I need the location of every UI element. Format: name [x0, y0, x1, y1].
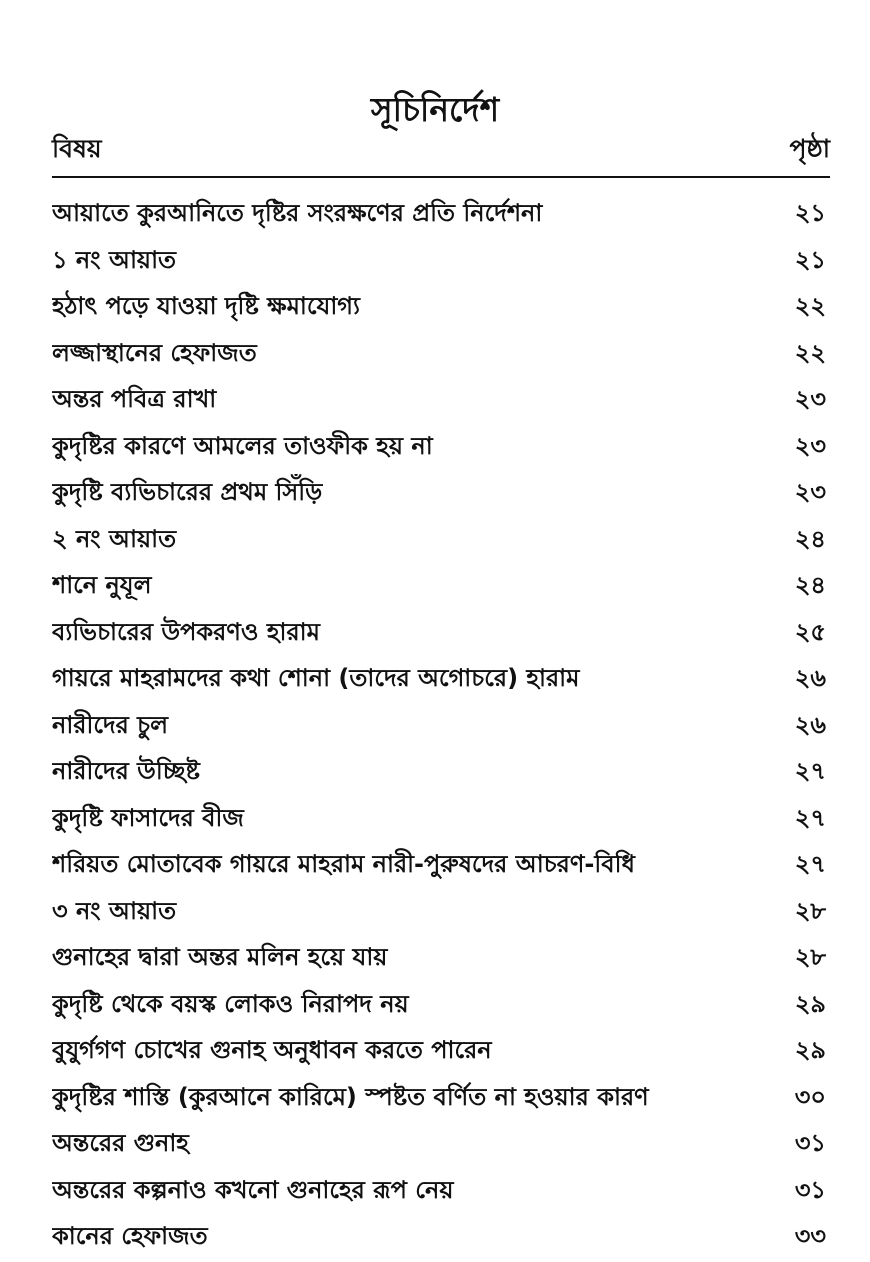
toc-entry: [52, 192, 826, 239]
toc-entry: [52, 285, 826, 332]
toc-entry-page: ৩০: [794, 1082, 826, 1111]
toc-entry-title: লজ্জাস্থানের হেফাজত: [52, 338, 257, 367]
toc-entry-page: ২২: [794, 338, 826, 367]
toc-entry-page: ২৩: [794, 385, 826, 414]
toc-entry: [52, 1122, 826, 1169]
toc-entry-page: ২১: [794, 245, 826, 274]
toc-entry-title: ব্যভিচারের উপকরণও হারাম: [52, 617, 320, 646]
toc-entry-title: অন্তরের গুনাহ: [52, 1129, 189, 1158]
toc-entry-title: কুদৃষ্টির শাস্তি (কুরআনে কারিমে) স্পষ্টত বর্ণিত না হওয়ার কারণ: [52, 1082, 649, 1111]
toc-entry-page: ২৫: [794, 617, 826, 646]
column-header: [52, 136, 830, 178]
toc-entry-title: ৩ নং আয়াত: [52, 896, 177, 925]
toc-entry-page: ২৭: [794, 803, 826, 832]
toc-entry-title: অন্তর পবিত্র রাখা: [52, 385, 217, 414]
toc-entry-page: ২৯: [794, 1036, 826, 1065]
toc-entry-page: ২৪: [794, 571, 826, 600]
toc-entry: [52, 1215, 826, 1262]
toc-entry-title: গায়রে মাহরামদের কথা শোনা (তাদের অগোচরে) হারাম: [52, 664, 580, 693]
toc-entry-page: ২৭: [794, 850, 826, 879]
toc-entry: [52, 239, 826, 286]
toc-entry: [52, 332, 826, 379]
toc-entry-page: ২৬: [794, 664, 826, 693]
toc-entry-title: আয়াতে কুরআনিতে দৃষ্টির সংরক্ষণের প্রতি নির্দেশনা: [52, 199, 543, 228]
toc-entry: [52, 518, 826, 565]
toc-entry-page: ৩১: [794, 1129, 826, 1158]
toc-entry-title: অন্তরের কল্পনাও কখনো গুনাহের রূপ নেয়: [52, 1175, 454, 1204]
toc-entry-title: কুদৃষ্টি ফাসাদের বীজ: [52, 803, 244, 832]
toc-entry: [52, 890, 826, 937]
toc-entry-title: ১ নং আয়াত: [52, 245, 177, 274]
toc-entry-page: ২১: [794, 199, 826, 228]
toc-entry-title: কানের হেফাজত: [52, 1222, 208, 1251]
toc-entry-title: গুনাহের দ্বারা অন্তর মলিন হয়ে যায়: [52, 943, 388, 972]
toc-entry: [52, 1076, 826, 1123]
toc-entry: [52, 564, 826, 611]
toc-entry-page: ২৯: [794, 989, 826, 1018]
toc-entry: [52, 1029, 826, 1076]
toc-entry-title: নারীদের চুল: [52, 710, 168, 739]
toc-entry-page: ৩৩: [794, 1222, 826, 1251]
toc-entry-title: কুদৃষ্টি থেকে বয়স্ক লোকও নিরাপদ নয়: [52, 989, 409, 1018]
toc-entry: [52, 1169, 826, 1216]
toc-entry-page: ২৮: [794, 943, 826, 972]
toc-entry: [52, 843, 826, 890]
toc-entry-title: কুদৃষ্টির কারণে আমলের তাওফীক হয় না: [52, 431, 433, 460]
toc-entry-page: ২২: [794, 292, 826, 321]
topic-column-label: বিষয়: [52, 134, 102, 163]
toc-entry: [52, 936, 826, 983]
toc-entry-page: ৩১: [794, 1175, 826, 1204]
toc-entry: [52, 657, 826, 704]
toc-entry: [52, 797, 826, 844]
toc-entry-title: শানে নুযূল: [52, 571, 152, 600]
toc-entry: [52, 378, 826, 425]
toc-entry-page: ২৮: [794, 896, 826, 925]
toc-entry-page: ২৬: [794, 710, 826, 739]
toc-entry-page: ২৩: [794, 431, 826, 460]
page-title: সূচিনির্দেশ: [370, 90, 500, 129]
toc-entry: [52, 425, 826, 472]
toc-entry-page: ২৪: [794, 524, 826, 553]
toc-entry: [52, 750, 826, 797]
toc-entry: [52, 471, 826, 518]
toc-entry-title: ২ নং আয়াত: [52, 524, 177, 553]
toc-entry-page: ২৩: [794, 478, 826, 507]
page-column-label: পৃষ্ঠা: [789, 134, 830, 163]
toc-entry: [52, 611, 826, 658]
toc-list: [52, 192, 826, 1262]
toc-entry: [52, 704, 826, 751]
toc-entry-title: শরিয়ত মোতাবেক গায়রে মাহরাম নারী-পুরুষদের আচরণ-বিধি: [52, 850, 635, 879]
toc-entry-title: কুদৃষ্টি ব্যভিচারের প্রথম সিঁড়ি: [52, 478, 323, 507]
toc-entry-page: ২৭: [794, 757, 826, 786]
toc-entry: [52, 983, 826, 1030]
toc-entry-title: বুযুর্গগণ চোখের গুনাহ অনুধাবন করতে পারেন: [52, 1036, 492, 1065]
toc-entry-title: নারীদের উচ্ছিষ্ট: [52, 757, 200, 786]
toc-entry-title: হঠাৎ পড়ে যাওয়া দৃষ্টি ক্ষমাযোগ্য: [52, 292, 360, 321]
